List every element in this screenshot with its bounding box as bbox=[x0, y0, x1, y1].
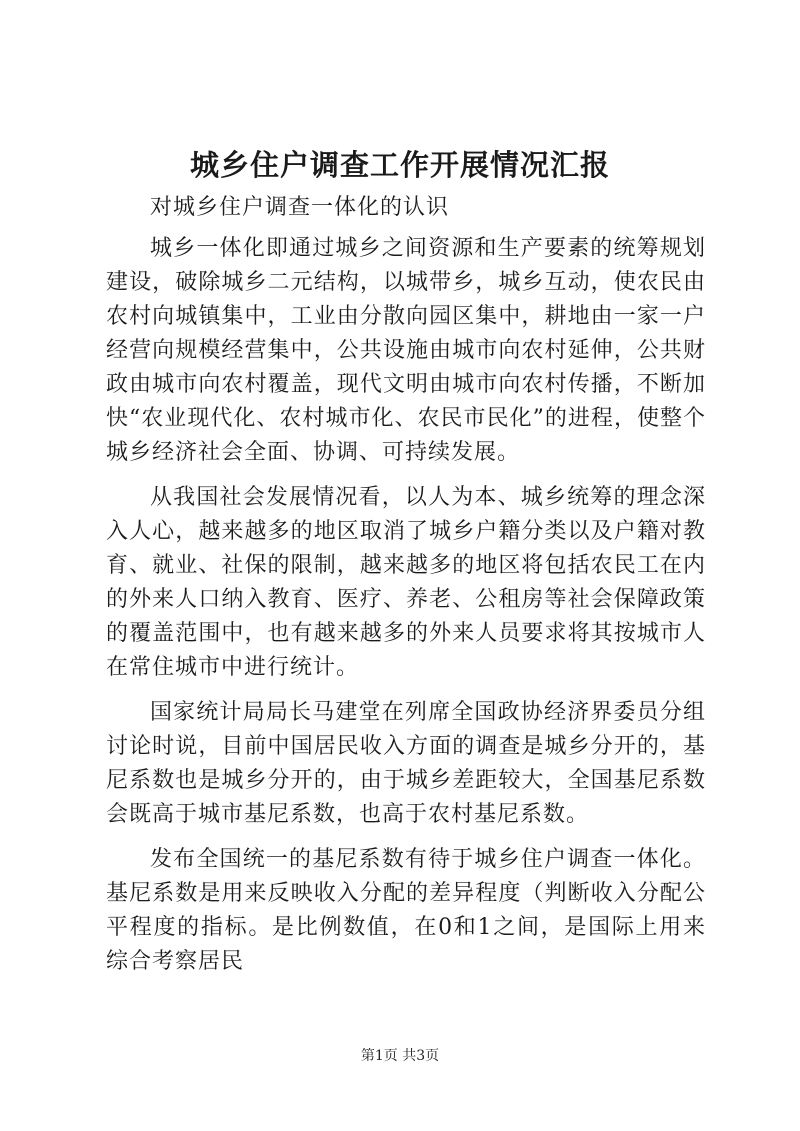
paragraph: 国家统计局局长马建堂在列席全国政协经济界委员分组讨论时说，目前中国居民收入方面的调查是城乡分开的，基尼系数也是城乡分开的，由于城乡差距较大，全国基尼系数会既高于城市基尼系数，也高于农村基尼系数。 bbox=[106, 700, 706, 827]
document-title: 城乡住户调查工作开展情况汇报 bbox=[189, 148, 610, 182]
paragraph: 从我国社会发展情况看，以人为本、城乡统筹的理念深入人心，越来越多的地区取消了城乡户籍分类以及户籍对教育、就业、社保的限制，越来越多的地区将包括农民工在内的外来人口纳入教育、医疗、养老、公租房等社会保障政策的覆盖范围中，也有越来越多的外来人员要求将其按城市人在常住城市中进行统计。 bbox=[106, 485, 706, 680]
page-footer: 第1页 共3页 bbox=[360, 1048, 440, 1064]
paragraph: 发布全国统一的基尼系数有待于城乡住户调查一体化。基尼系数是用来反映收入分配的差异程度（判断收入分配公平程度的指标。是比例数值，在0和1之间，是国际上用来综合考察居民 bbox=[106, 847, 706, 974]
paragraph: 城乡一体化即通过城乡之间资源和生产要素的统筹规划建设，破除城乡二元结构，以城带乡，城乡互动，使农民由农村向城镇集中，工业由分散向园区集中，耕地由一家一户经营向规模经营集中，公共设施由城市向农村延伸，公共财政由城市向农村覆盖，现代文明由城市向农村传播，不断加快“农业现代化、农村城市化、农民市民化”的进程，使整个城乡经济社会全面、协调、可持续发展。 bbox=[106, 236, 706, 465]
paragraph-heading: 对城乡住户调查一体化的认识 bbox=[150, 195, 450, 220]
document-body bbox=[106, 191, 706, 979]
